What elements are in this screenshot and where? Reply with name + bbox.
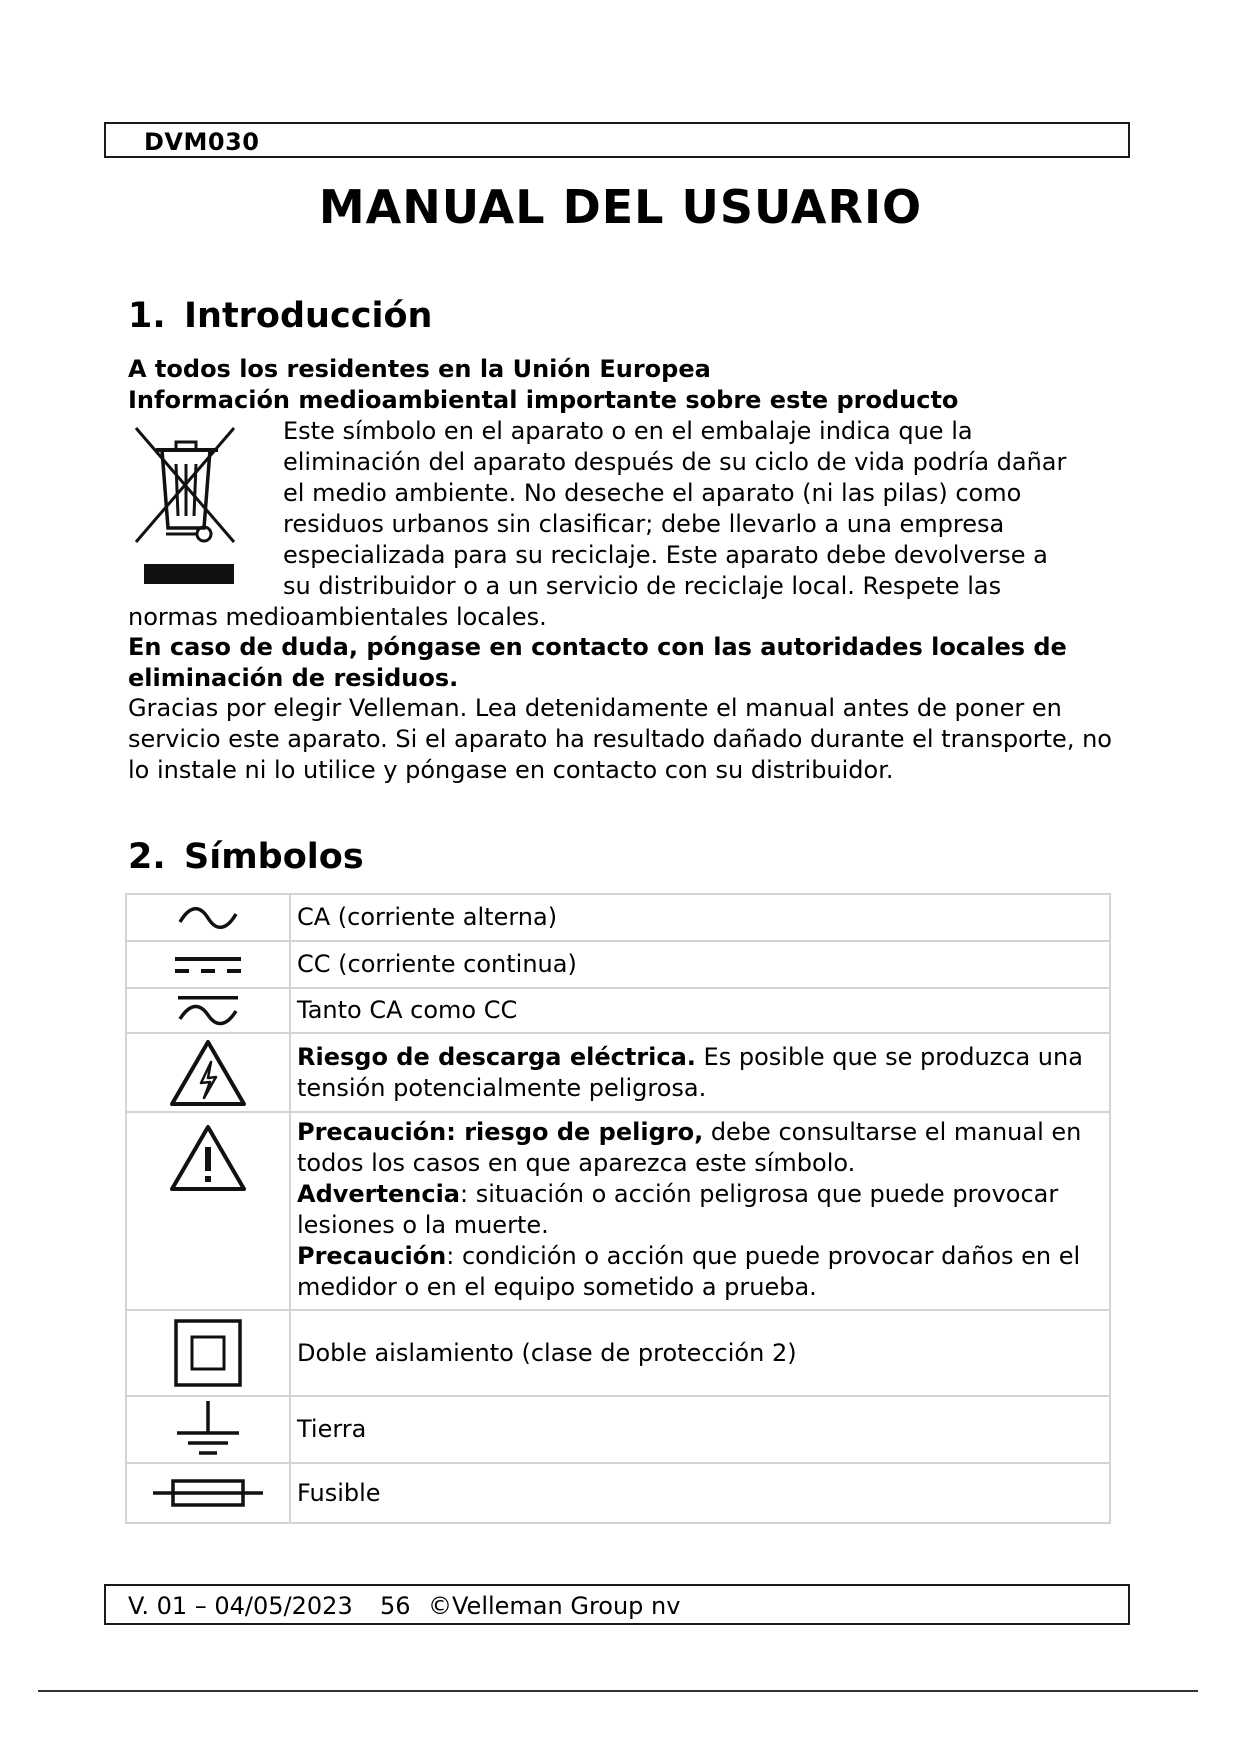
table-row	[126, 894, 1110, 941]
table-row	[126, 1463, 1110, 1523]
footer-version: V. 01 – 04/05/2023	[128, 1592, 353, 1620]
fuse-icon	[126, 1463, 290, 1523]
weee-bin-icon	[130, 424, 242, 594]
ac-dc-icon	[126, 988, 290, 1033]
weee-text	[283, 416, 1123, 602]
double-insulation-icon	[126, 1310, 290, 1396]
caution-label: Precaución: riesgo de peligro,	[297, 1118, 704, 1146]
dc-icon	[126, 941, 290, 988]
warning-text: : situación o acción peligrosa que puede provocar lesiones o la muerte.	[297, 1180, 1059, 1239]
header-box	[104, 122, 1130, 158]
caution-paragraph	[297, 1241, 1109, 1303]
weee-line: Este símbolo en el aparato o en el embalaje indica que la	[283, 417, 973, 445]
page-bottom-divider	[38, 1690, 1198, 1692]
weee-text-tail: normas medioambientales locales.	[128, 603, 547, 631]
symbol-description-text: Es posible que se produzca una tensión potencialmente peligrosa.	[297, 1042, 1083, 1102]
caution-text: : condición o acción que puede provocar daños en el medidor o en el equipo sometido a prueba.	[297, 1242, 1081, 1301]
caution-paragraph	[297, 1117, 1109, 1179]
section-title: Introducción	[184, 296, 433, 336]
table-row	[126, 1310, 1110, 1396]
footer-copyright: ©Velleman Group nv	[428, 1592, 681, 1620]
warning-label: Advertencia	[297, 1180, 460, 1208]
weee-line: especializada para su reciclaje. Este aparato debe devolverse a	[283, 541, 1048, 569]
section-number: 2.	[128, 837, 166, 877]
symbol-description	[290, 1033, 1110, 1112]
table-row	[126, 1396, 1110, 1463]
table-row	[126, 1112, 1110, 1310]
table-row	[126, 988, 1110, 1033]
weee-line: el medio ambiente. No deseche el aparato (ni las pilas) como	[283, 479, 1022, 507]
symbol-description: CA (corriente alterna)	[290, 894, 1110, 941]
symbol-description: Tanto CA como CC	[290, 988, 1110, 1033]
ac-icon	[126, 894, 290, 941]
doubt-notice: En caso de duda, póngase en contacto con las autoridades locales de eliminación de residuos.	[128, 633, 1067, 692]
section-title: Símbolos	[184, 837, 364, 877]
symbol-description: Tierra	[290, 1396, 1110, 1463]
warning-paragraph	[297, 1179, 1109, 1241]
page-title: MANUAL DEL USUARIO	[318, 180, 923, 234]
table-row	[126, 941, 1110, 988]
model-label: DVM030	[144, 128, 260, 156]
footer-box	[104, 1584, 1130, 1625]
symbol-description: Fusible	[290, 1463, 1110, 1523]
env-info-heading: Información medioambiental importante sobre este producto	[128, 386, 959, 414]
section-heading-simbolos	[128, 837, 364, 877]
footer-page-number: 56	[380, 1592, 411, 1620]
symbol-description	[290, 1112, 1110, 1310]
symbol-description: Doble aislamiento (clase de protección 2)	[290, 1310, 1110, 1396]
symbol-description-bold: Riesgo de descarga eléctrica.	[297, 1042, 696, 1071]
symbol-description: CC (corriente continua)	[290, 941, 1110, 988]
weee-line: su distribuidor o a un servicio de reciclaje local. Respete las	[283, 572, 1002, 600]
caution-text: debe consultarse el manual en todos los casos en que aparezca este símbolo.	[297, 1118, 1082, 1177]
ground-icon	[126, 1396, 290, 1463]
weee-line: eliminación del aparato después de su ciclo de vida podría dañar	[283, 448, 1067, 476]
caution-label: Precaución	[297, 1242, 447, 1270]
weee-line: residuos urbanos sin clasificar; debe llevarlo a una empresa	[283, 510, 1005, 538]
table-row	[126, 1033, 1110, 1112]
section-heading-introduccion	[128, 296, 432, 336]
residents-heading: A todos los residentes en la Unión Europea	[128, 355, 711, 383]
thanks-paragraph: Gracias por elegir Velleman. Lea detenidamente el manual antes de poner en servicio este aparato. Si el aparato ha resultado dañado durante el transporte, no lo instale ni lo utilice y póngase en contacto con su distribuidor.	[128, 694, 1112, 784]
electric-shock-warning-icon	[126, 1033, 290, 1112]
caution-warning-icon	[126, 1112, 290, 1310]
symbols-table	[125, 893, 1111, 1524]
section-number: 1.	[128, 296, 166, 336]
